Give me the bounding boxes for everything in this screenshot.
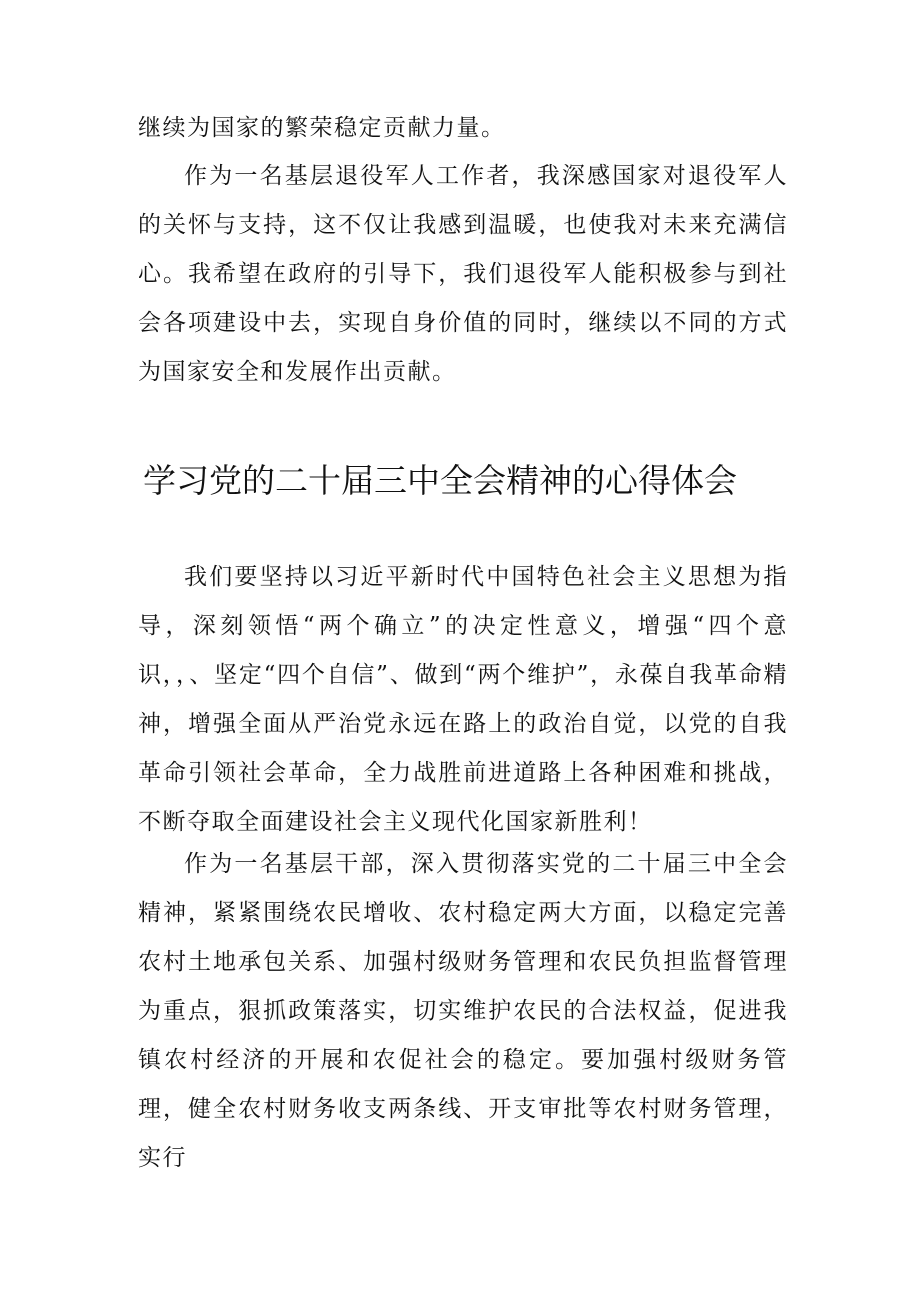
paragraph-continued: 继续为国家的繁荣稳定贡献力量。	[138, 115, 506, 141]
paragraph-guidance: 我们要坚持以习近平新时代中国特色社会主义思想为指导，深刻领悟“两个确立”的决定性意义，增强“四个意识，，、坚定“四个自信”、做到“两个维护”，永葆自我革命精神，增强全面从严治党永远在路上的政治自觉，以党的自我革命引领社会革命，全力战胜前进道路上各种困难和挑战，不断夺取全面建设社会主义现代化国家新胜利！	[138, 564, 788, 835]
section-heading: 学习党的二十届三中全会精神的心得体会	[143, 461, 737, 500]
paragraph-grassroots-cadre: 作为一名基层干部，深入贯彻落实党的二十届三中全会精神，紧紧围绕农民增收、农村稳定两大方面，以稳定完善农村土地承包关系、加强村级财务管理和农民负担监督管理为重点，狠抓政策落实，切实维护农民的合法权益，促进我镇农村经济的开展和农促社会的稳定。要加强村级财务管理，健全农村财务收支两条线、开支审批等农村财务管理，实行	[138, 851, 788, 1171]
paragraph-veteran-worker: 作为一名基层退役军人工作者，我深感国家对退役军人的关怀与支持，这不仅让我感到温暖，也使我对未来充满信心。我希望在政府的引导下，我们退役军人能积极参与到社会各项建设中去，实现自身价值的同时，继续以不同的方式为国家安全和发展作出贡献。	[138, 163, 788, 385]
